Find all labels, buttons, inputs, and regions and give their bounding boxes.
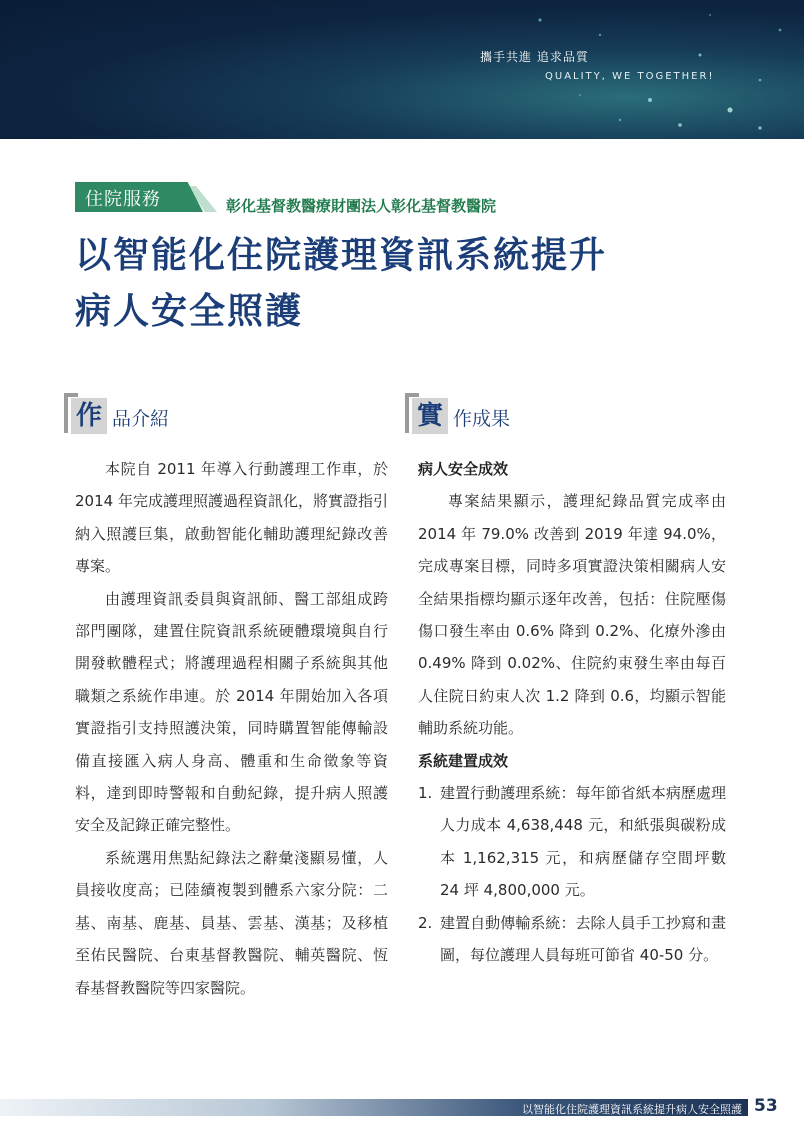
- organization-name: 彰化基督教醫療財團法人彰化基督教醫院: [226, 197, 497, 215]
- intro-paragraph-3: 系統選用焦點紀錄法之辭彙淺顯易懂，人員接收度高；已陸續複製到體系六家分院：二基、南基、鹿基、員基、雲基、漢基；及移植至佑民醫院、台東基督教醫院、輔英醫院、恆春基督教醫院等四家醫院。: [75, 848, 388, 997]
- intro-paragraph-2: 由護理資訊委員與資訊師、醫工部組成跨部門團隊，建置住院資訊系統硬體環境與自行開發軟體程式；將護理過程相關子系統與其他職類之系統作串連。於 2014 年開始加入各項實證指引支持照護決策，同時購置智能傳輸設備直接匯入病人身高、體重和生命徵象等資料，達到即時警報和自動紀錄，提升病人照護安全及記錄正確完整性。: [75, 589, 388, 835]
- category-label: 住院服務: [85, 189, 161, 210]
- tagline-chinese: 攜手共進 追求品質: [480, 50, 589, 64]
- sparkle-decoration: [0, 0, 804, 139]
- section-heading-text: 品介紹: [112, 408, 170, 430]
- section-heading-results: [405, 393, 605, 435]
- subheading-system: 系統建置成效: [418, 751, 509, 770]
- intro-column: [75, 453, 388, 1004]
- title-line-2: 病人安全照護: [75, 291, 304, 332]
- list-item: [418, 777, 726, 907]
- section-initial: 實: [412, 398, 448, 434]
- subheading-patient-safety: 病人安全成效: [418, 460, 509, 478]
- header-banner: [0, 0, 804, 139]
- title-line-1: 以智能化住院護理資訊系統提升: [75, 235, 608, 276]
- intro-paragraph-1: 本院自 2011 年導入行動護理工作車，於 2014 年完成護理照護過程資訊化，將實證指引納入照護巨集，啟動智能化輔助護理紀錄改善專案。: [75, 460, 388, 576]
- tagline-english: QUALITY, WE TOGETHER!: [545, 71, 715, 82]
- page-number: 53: [754, 1096, 778, 1116]
- results-paragraph: 專案結果顯示，護理紀錄品質完成率由 2014 年 79.0% 改善到 2019 年達 94.0%，完成專案目標，同時多項實證決策相關病人安全結果指標均顯示逐年改善，包括：住院壓傷傷口發生率由 0.6% 降到 0.2%、化療外滲由 0.49% 降到 0.02%、住院約束發生率由每百人住院日約束人次 1.2 降到 0.6，均顯示智能輔助系統功能。: [418, 492, 726, 738]
- results-column: [418, 453, 726, 972]
- list-item-number: 2.: [418, 913, 433, 932]
- list-item-number: 1.: [418, 784, 433, 803]
- list-item-text: 建置自動傳輸系統：去除人員手工抄寫和畫圖，每位護理人員每班可節省 40-50 分。: [440, 913, 726, 965]
- section-initial: 作: [71, 398, 107, 434]
- results-list: [418, 777, 726, 971]
- list-item: [418, 907, 726, 972]
- category-tag: [75, 182, 203, 212]
- footer-running-title: 以智能化住院護理資訊系統提升病人安全照護: [522, 1103, 742, 1116]
- list-item-text: 建置行動護理系統：每年節省紙本病歷處理人力成本 4,638,448 元，和紙張與碳粉成本 1,162,315 元，和病歷儲存空間坪數 24 坪 4,800,000 元。: [440, 784, 726, 900]
- article-title: [75, 228, 607, 340]
- section-heading-text: 作成果: [453, 408, 511, 430]
- section-heading-intro: [64, 393, 264, 435]
